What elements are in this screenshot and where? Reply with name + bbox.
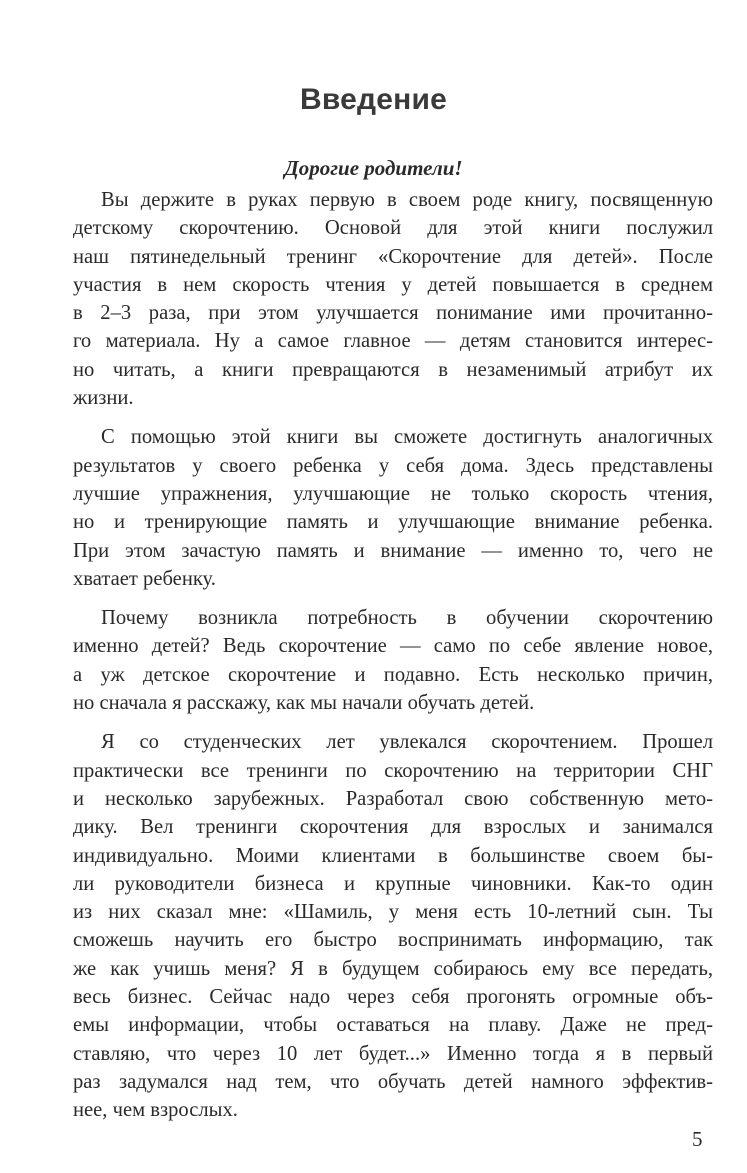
text-line: в 2–3 раза, при этом улучшается понимание ими прочитанно- — [73, 302, 713, 325]
text-line: ставляю, что через 10 лет будет...» Именно тогда я в первый — [73, 1042, 713, 1065]
paragraph-4 — [73, 728, 713, 1124]
text-line: При этом зачастую память и внимание — именно то, чего не — [73, 539, 713, 562]
page-number: 5 — [692, 1127, 703, 1151]
text-line: результатов у своего ребенка у себя дома. Здесь представлены — [73, 454, 713, 477]
text-line: емы информации, чтобы оставаться на плаву. Даже не пред- — [73, 1014, 713, 1037]
body-text — [73, 186, 713, 1136]
text-line: С помощью этой книги вы сможете достигнуть аналогичных — [101, 426, 713, 449]
text-line: индивидуально. Моими клиентами в большинстве своем бы- — [73, 844, 713, 867]
text-line: Я со студенческих лет увлекался скорочтением. Прошел — [101, 731, 713, 754]
text-line: из них сказал мне: «Шамиль, у меня есть 10-летний сын. Ты — [73, 901, 713, 924]
greeting-heading: Дорогие родители! — [284, 156, 463, 180]
text-line: но и тренирующие память и улучшающие внимание ребенка. — [73, 511, 713, 534]
text-line: участия в нем скорость чтения у детей повышается в среднем — [73, 273, 713, 296]
chapter-title: Введение — [300, 83, 447, 116]
text-line: сможешь научить его быстро воспринимать информацию, так — [73, 929, 713, 952]
text-line: именно детей? Ведь скорочтение — само по себе явление новое, — [73, 635, 713, 658]
paragraph-2 — [73, 423, 713, 593]
text-line: лучшие упражнения, улучшающие не только скорость чтения, — [73, 482, 713, 505]
text-line: Почему возникла потребность в обучении скорочтению — [101, 607, 713, 630]
text-line: Вы держите в руках первую в своем роде книгу, посвященную — [101, 189, 713, 211]
text-line: жизни. — [73, 387, 134, 410]
text-line: раз задумался над тем, что обучать детей намного эффектив- — [73, 1070, 713, 1093]
text-line: а уж детское скорочтение и подавно. Есть несколько причин, — [73, 663, 713, 686]
text-line: наш пятинедельный тренинг «Скорочтение для детей». После — [73, 245, 713, 268]
text-line: дику. Вел тренинги скорочтения для взрослых и занимался — [73, 816, 713, 839]
text-line: но сначала я расскажу, как мы начали обучать детей. — [73, 692, 535, 715]
text-line: нее, чем взрослых. — [73, 1099, 238, 1122]
text-line: но читать, а книги превращаются в незаменимый атрибут их — [73, 358, 713, 381]
paragraph-1 — [73, 186, 713, 412]
paragraph-3 — [73, 604, 713, 717]
text-line: ли руководители бизнеса и крупные чиновники. Как-то один — [73, 872, 713, 895]
text-line: весь бизнес. Сейчас надо через себя прогонять огромные объ- — [73, 986, 713, 1009]
text-line: го материала. Ну а самое главное — детям становится интерес- — [73, 330, 713, 353]
text-line: практически все тренинги по скорочтению на территории СНГ — [73, 759, 713, 782]
text-line: детскому скорочтению. Основой для этой книги послужил — [73, 217, 713, 240]
text-line: же как учишь меня? Я в будущем собираюсь ему все передать, — [73, 957, 713, 980]
text-line: и несколько зарубежных. Разработал свою собственную мето- — [73, 787, 713, 810]
text-line: хватает ребенку. — [73, 567, 216, 590]
